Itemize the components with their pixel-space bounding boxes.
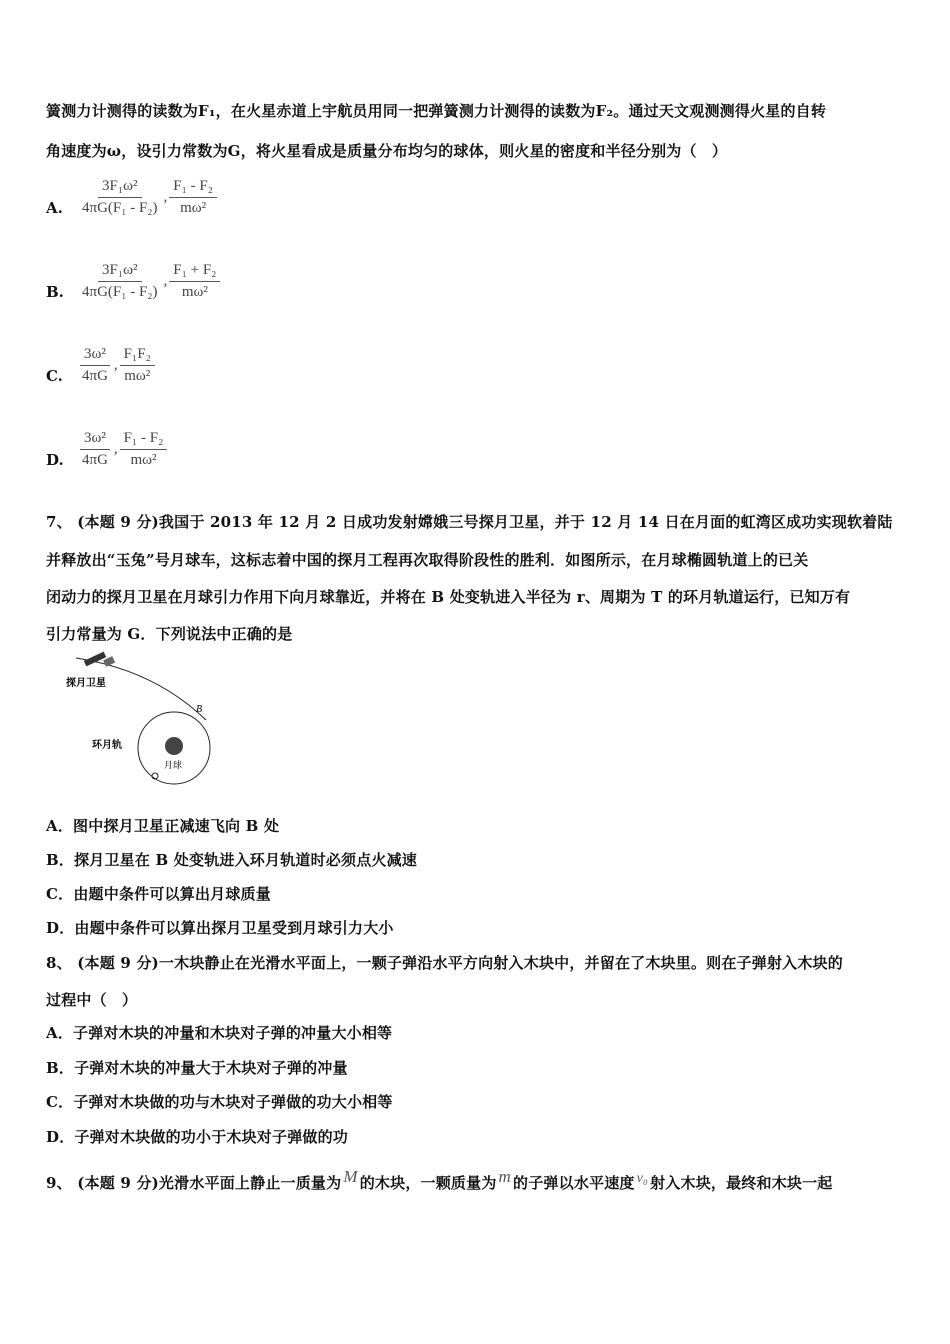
option-formula: $\frac{\text{3ω²}}{4\pi G}$ , $\frac{\text{F₁F₂}}{\text{mω²}}$ xyxy=(78,346,155,385)
question-text-line: 8、 (本题 9 分)一木块静止在光滑水平面上，一颗子弹沿水平方向射入木块中，并留在了木块里。则在子弹射入木块的 xyxy=(46,954,843,972)
question-text-line: 闭动力的探月卫星在月球引力作用下向月球靠近，并将在 B 处变轨进入半径为 r、周期为 T 的环月轨道运行，已知万有 xyxy=(46,588,851,606)
option-label: A. xyxy=(46,199,63,217)
option-label: C. xyxy=(46,367,63,385)
fraction: $\frac{\text{F₁ - F₂}}{\text{mω²}}$ xyxy=(169,178,217,217)
moon-shape xyxy=(165,737,183,755)
option-label: B. xyxy=(46,283,64,301)
satellite-label: 探月卫星 xyxy=(66,678,106,689)
option-formula: $\frac{\text{3ω²}}{4\pi G}$ , $\frac{\text{F₁ - F₂}}{\text{mω²}}$ xyxy=(78,430,167,469)
fraction: $\frac{\text{3F₁ω²}}{\text{4πG(F₁ - F₂)}}$ xyxy=(82,178,158,216)
option-item: C．由题中条件可以算出月球质量 xyxy=(46,885,271,903)
fraction: $\frac{\text{3F₁ω²}}{\text{4πG(F₁ - F₂)}}$ xyxy=(82,262,158,300)
question-text-line: 7、 (本题 9 分)我国于 2013 年 12 月 2 日成功发射嫦娥三号探月卫星，并于 12 月 14 日在月面的虹湾区成功实现软着陆 xyxy=(46,513,893,531)
variable-v0: v₀ xyxy=(636,1171,649,1186)
question-text-line: 过程中（ ） xyxy=(46,991,138,1009)
fraction: $\frac{\text{F₁F₂}}{\text{mω²}}$ xyxy=(120,346,155,385)
variable-m: m xyxy=(498,1167,512,1186)
fraction: $\frac{\text{F₁ - F₂}}{\text{mω²}}$ xyxy=(120,430,168,469)
option-formula: $\frac{\text{3F₁ω²}}{\text{4πG(F₁ - F₂)}}$ , $\frac{\text{F₁ + F₂}}{\text{mω²}}$ xyxy=(78,262,220,301)
option-item: B．子弹对木块的冲量大于木块对子弹的冲量 xyxy=(46,1059,348,1077)
option-item: C．子弹对木块做的功与木块对子弹做的功大小相等 xyxy=(46,1093,393,1111)
satellite-icon xyxy=(84,652,115,667)
option-item: A．图中探月卫星正减速飞向 B 处 xyxy=(46,817,280,835)
moon-orbit-figure xyxy=(64,650,224,790)
variable-M: M xyxy=(343,1167,358,1186)
fraction: $\frac{\text{3ω²}}{4\pi G}$ xyxy=(82,430,108,468)
option-item: A．子弹对木块的冲量和木块对子弹的冲量大小相等 xyxy=(46,1024,393,1042)
fraction: $\frac{\text{3ω²}}{4\pi G}$ xyxy=(82,346,108,384)
option-item: D．由题中条件可以算出探月卫星受到月球引力大小 xyxy=(46,919,394,937)
option-item: D．子弹对木块做的功小于木块对子弹做的功 xyxy=(46,1128,349,1146)
question-text-line: 引力常量为 G．下列说法中正确的是 xyxy=(46,625,293,643)
question-text-line: 并释放出“玉兔”号月球车，这标志着中国的探月工程再次取得阶段性的胜利．如图所示，在月球椭圆轨道上的已关 xyxy=(46,551,809,569)
lunar-orbit-label: 环月轨 xyxy=(92,740,122,751)
point-b-label: B xyxy=(196,704,203,715)
fraction: $\frac{\text{F₁ + F₂}}{\text{mω²}}$ xyxy=(169,262,220,301)
option-item: B．探月卫星在 B 处变轨进入环月轨道时必须点火减速 xyxy=(46,851,418,869)
question-text-line: 簧测力计测得的读数为F₁，在火星赤道上宇航员用同一把弹簧测力计测得的读数为F₂。通过天文观测测得火星的自转 xyxy=(46,102,827,120)
moon-label: 月球 xyxy=(164,761,183,771)
option-label: D. xyxy=(46,451,64,469)
question-text-line: 9、 (本题 9 分)光滑水平面上静止一质量为 M 的木块，一颗质量为 m 的子弹以水平速度 v₀ 射入木块，最终和木块一起 xyxy=(46,1167,833,1192)
question-text-line: 角速度为ω，设引力常数为G，将火星看成是质量分布均匀的球体，则火星的密度和半径分别为（ ） xyxy=(46,142,728,160)
option-formula: $\frac{\text{3F₁ω²}}{\text{4πG(F₁ - F₂)}}$ , $\frac{\text{F₁ - F₂}}{\text{mω²}}$ xyxy=(78,178,217,217)
elliptical-orbit-arc xyxy=(76,658,206,720)
